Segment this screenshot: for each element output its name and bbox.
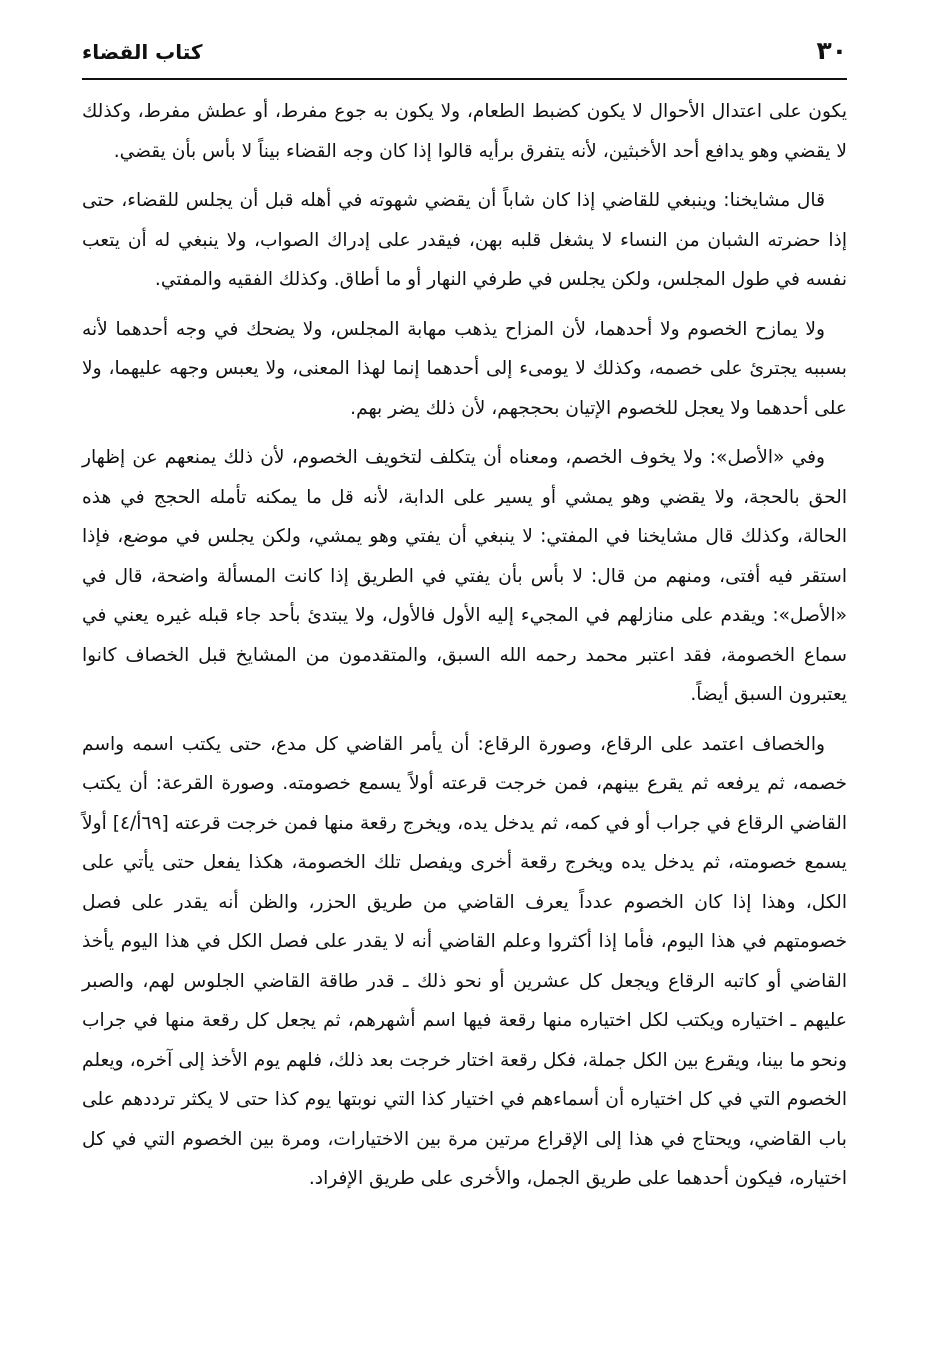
page-number: ٣٠ <box>816 36 847 65</box>
body-text <box>82 92 847 1209</box>
page-header <box>82 30 847 74</box>
paragraph-2: قال مشايخنا: وينبغي للقاضي إذا كان شاباً أن يقضي شهوته في أهله قبل أن يجلس للقضاء، حتى إذا حضرته الشبان من النساء لا يشغل قلبه بهن، فيقدر على إدراك الصواب، ولا ينبغي له أن يتعب نفسه في طول المجلس، ولكن يجلس في طرفي النهار أو ما أطاق. وكذلك الفقيه والمفتي. <box>82 190 847 290</box>
paragraph-4: وفي «الأصل»: ولا يخوف الخصم، ومعناه أن يتكلف لتخويف الخصوم، لأن ذلك يمنعهم عن إظهار الحق بالحجة، ولا يقضي وهو يمشي أو يسير على الدابة، لأنه قل ما يمكنه تأمله الحجج في هذه الحالة، وكذلك قال مشايخنا في المفتي: لا ينبغي أن يفتي وهو يمشي، ولكن يجلس في موضع، فإذا استقر فيه أفتى، ومنهم من قال: لا بأس بأن يفتي في الطريق إذا كانت المسألة واضحة، قال في «الأصل»: ويقدم على منازلهم في المجيء إليه الأول فالأول، ولا يبتدئ بأحد جاء قبله غيره يعني في سماع الخصومة، فقد اعتبر محمد رحمه الله السبق، والمتقدمون من المشايخ قبل الخصاف كانوا يعتبرون السبق أيضاً. <box>82 447 847 705</box>
running-title: كتاب القضاء <box>82 40 203 64</box>
paragraph-5: والخصاف اعتمد على الرقاع، وصورة الرقاع: أن يأمر القاضي كل مدع، حتى يكتب اسمه واسم خصمه، ثم يرفعه ثم يقرع بينهم، فمن خرجت قرعته أولاً يسمع خصومته. وصورة القرعة: أن يكتب القاضي الرقاع في جراب أو في كمه، ثم يدخل يده، ويخرج رقعة منها فمن خرجت قرعته [٦٩أ/٤] أولاً يسمع خصومته، ثم يدخل يده ويخرج رقعة أخرى ويفصل تلك الخصومة، هكذا يفعل حتى يأتي على الكل، وهذا إذا كان الخصوم عدداً يعرف القاضي من طريق الحزر، والظن أنه يقدر على فصل خصومتهم في هذا اليوم، فأما إذا أكثروا وعلم القاضي أنه لا يقدر على فصل الكل في هذا اليوم يأخذ القاضي أو كاتبه الرقاع ويجعل كل عشرين أو نحو ذلك ـ قدر طاقة القاضي الجلوس لهم، والصبر عليهم ـ اختياره ويكتب لكل اختياره منها رقعة فيها اسم أشهرهم، ثم يجعل كل رقعة منها في جراب ونحو ما بينا، ويقرع بين الكل جملة، فكل رقعة اختار خرجت بعد ذلك، فلهم يوم الأخذ إلى آخره، ويعلم الخصوم التي في كل اختياره أن أسماءهم في اختيار كذا التي نوبتها يوم كذا حتى لا يكثر ترددهم على باب القاضي، ويحتاج في هذا إلى الإقراع مرتين مرة بين الاختيارات، ومرة بين الخصوم التي في كل اختياره، فيكون أحدهما على طريق الجمل، والأخرى على طريق الإفراد. <box>82 733 847 1189</box>
paragraph-1: يكون على اعتدال الأحوال لا يكون كضبط الطعام، ولا يكون به جوع مفرط، أو عطش مفرط، وكذلك لا يقضي وهو يدافع أحد الأخبثين، لأنه يتفرق برأيه قالوا إذا كان وجه القضاء بيناً لا بأس بأن يقضي. <box>82 101 847 162</box>
paragraph-3: ولا يمازح الخصوم ولا أحدهما، لأن المزاح يذهب مهابة المجلس، ولا يضحك في وجه أحدهما لأنه بسببه يجترئ على خصمه، وكذلك لا يومىء إلى أحدهما إنما لهذا المعنى، ولا يعبس وجهه عليهما، ولا على أحدهما ولا يعجل للخصوم الإتيان بحججهم، لأن ذلك يضر بهم. <box>82 318 847 419</box>
header-divider <box>82 78 847 80</box>
